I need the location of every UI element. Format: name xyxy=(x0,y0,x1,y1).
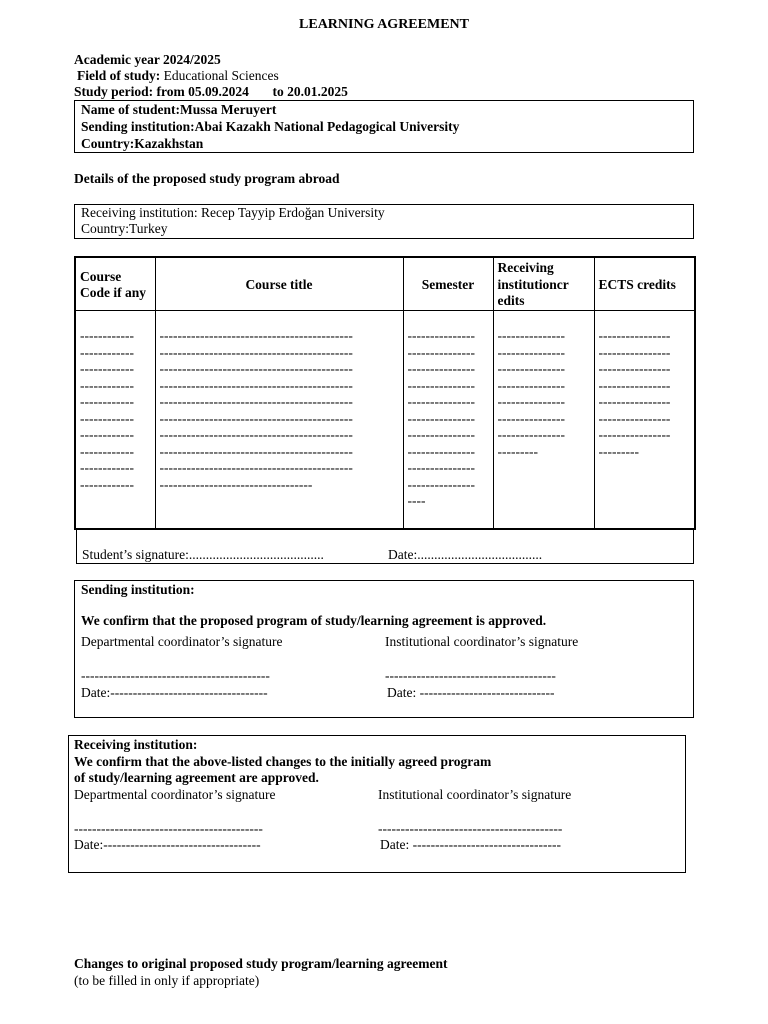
field-of-study-value: Educational Sciences xyxy=(160,68,279,83)
dash-line: --------------- xyxy=(407,410,475,426)
sending-inst-label: Institutional coordinator’s signature xyxy=(385,634,579,649)
dash-line: ------------ xyxy=(80,344,134,360)
sending-institution: Sending institution:Abai Kazakh National Pedagogical University xyxy=(81,119,460,134)
dash-line: ------------ xyxy=(80,460,134,475)
dash-line: --------------- xyxy=(497,427,565,442)
sending-confirm-text: We confirm that the proposed program of study/learning agreement is approved. xyxy=(81,613,547,628)
changes-heading: Changes to original proposed study program/learning agreement xyxy=(74,956,448,971)
dash-line: --------------- xyxy=(497,361,565,376)
student-signature-field: Student’s signature:........................................ xyxy=(82,547,324,562)
dash-line: --------------- xyxy=(407,361,475,376)
dash-line: --------------- xyxy=(497,377,565,393)
details-heading: Details of the proposed study program abroad xyxy=(74,171,340,186)
dash-line: ---------------- xyxy=(598,344,671,360)
dash-line: ------------ xyxy=(80,377,134,393)
dash-line: ------------------------------------------- xyxy=(159,394,353,409)
sending-dept-date: Date:----------------------------------- xyxy=(81,685,268,700)
cell-semester xyxy=(403,311,493,530)
table-row xyxy=(75,311,695,530)
dash-line: --------------- xyxy=(497,344,565,360)
changes-note: (to be filled in only if appropriate) xyxy=(74,973,260,988)
dash-line: --------------- xyxy=(407,427,475,442)
study-period: Study period: from 05.09.2024 to 20.01.2025 xyxy=(74,84,348,99)
courses-table xyxy=(74,256,696,530)
dash-line: --------------- xyxy=(407,460,475,475)
sending-confirmation-box xyxy=(74,580,694,718)
receiving-inst-label: Institutional coordinator’s signature xyxy=(378,787,572,802)
student-name: Name of student:Mussa Meruyert xyxy=(81,102,277,117)
dash-line: ------------------------------------------- xyxy=(159,328,353,343)
sending-dept-label: Departmental coordinator’s signature xyxy=(81,634,283,649)
dash-line: ------------ xyxy=(80,476,134,492)
receiving-inst-signature-line: ----------------------------------------- xyxy=(378,821,563,836)
cell-course-title xyxy=(155,311,403,530)
receiving-info-box xyxy=(74,204,694,239)
dash-line: ------------ xyxy=(80,427,134,442)
dash-line: ---------------- xyxy=(598,377,671,393)
dash-line: --------------- xyxy=(407,476,475,492)
student-info-box xyxy=(74,100,694,153)
cell-ects-credits xyxy=(594,311,695,530)
header-course-title: Course title xyxy=(155,257,403,311)
dash-line: ------------ xyxy=(80,410,134,426)
dash-line: --------- xyxy=(598,443,639,459)
student-country: Country:Kazakhstan xyxy=(81,136,204,151)
field-of-study-label: Field of study: xyxy=(77,68,161,83)
receiving-confirmation-box xyxy=(68,735,686,873)
dash-line: ---------------- xyxy=(598,410,671,426)
dash-line: --------------- xyxy=(497,328,565,343)
header-receiving-credits: Receiving institutioncr edits xyxy=(493,257,594,311)
dash-line: ------------ xyxy=(80,361,134,376)
dash-line: --------------- xyxy=(407,328,475,343)
receiving-confirm-line1: We confirm that the above-listed changes to the initially agreed program xyxy=(74,754,492,769)
table-header-row xyxy=(75,257,695,311)
dash-line: ------------ xyxy=(80,443,134,459)
sending-inst-signature-line: -------------------------------------- xyxy=(385,668,556,683)
dash-line: --------------- xyxy=(497,410,565,426)
dash-line: --------------- xyxy=(407,344,475,360)
dash-line: ---- xyxy=(407,493,426,508)
cell-course-code xyxy=(75,311,155,530)
dash-line: ------------------------------------------- xyxy=(159,377,353,393)
student-signature-box xyxy=(76,529,694,564)
dash-line: --------------- xyxy=(407,443,475,459)
dash-line: --------------- xyxy=(497,394,565,409)
dash-line: ------------------------------------------- xyxy=(159,361,353,376)
header-semester: Semester xyxy=(403,257,493,311)
receiving-dept-label: Departmental coordinator’s signature xyxy=(74,787,276,802)
field-of-study xyxy=(77,68,279,85)
cell-receiving-credits xyxy=(493,311,594,530)
receiving-dept-signature-line: ------------------------------------------ xyxy=(74,821,263,836)
dash-line: ------------------------------------------- xyxy=(159,410,353,426)
academic-year: Academic year 2024/2025 xyxy=(74,52,221,67)
receiving-inst-date: Date: --------------------------------- xyxy=(380,837,561,852)
student-date-field: Date:..................................... xyxy=(388,547,543,562)
header-course-code: Course Code if any xyxy=(75,257,155,311)
dash-line: --------------- xyxy=(407,377,475,393)
receiving-institution: Receiving institution: Recep Tayyip Erdoğan University xyxy=(81,205,385,220)
dash-line: ---------------- xyxy=(598,361,671,376)
dash-line: ------------------------------------------- xyxy=(159,443,353,459)
dash-line: ---------------------------------- xyxy=(159,476,313,492)
dash-line: ------------------------------------------- xyxy=(159,427,353,442)
dash-line: ---------------- xyxy=(598,328,671,343)
dash-line: --------------- xyxy=(407,394,475,409)
dash-line: ------------------------------------------- xyxy=(159,344,353,360)
sending-inst-date: Date: ------------------------------ xyxy=(387,685,555,700)
receiving-heading: Receiving institution: xyxy=(74,737,198,752)
dash-line: ------------ xyxy=(80,394,134,409)
dash-line: ---------------- xyxy=(598,394,671,409)
header-ects-credits: ECTS credits xyxy=(594,257,695,311)
dash-line: --------- xyxy=(497,443,538,459)
sending-dept-signature-line: ------------------------------------------ xyxy=(81,668,270,683)
document-title: LEARNING AGREEMENT xyxy=(299,17,469,32)
dash-line: ------------ xyxy=(80,328,134,343)
receiving-country: Country:Turkey xyxy=(81,221,168,236)
receiving-confirm-line2: of study/learning agreement are approved. xyxy=(74,770,319,785)
sending-heading: Sending institution: xyxy=(81,582,195,597)
dash-line: ------------------------------------------- xyxy=(159,460,353,475)
dash-line: ---------------- xyxy=(598,427,671,442)
receiving-dept-date: Date:----------------------------------- xyxy=(74,837,261,852)
